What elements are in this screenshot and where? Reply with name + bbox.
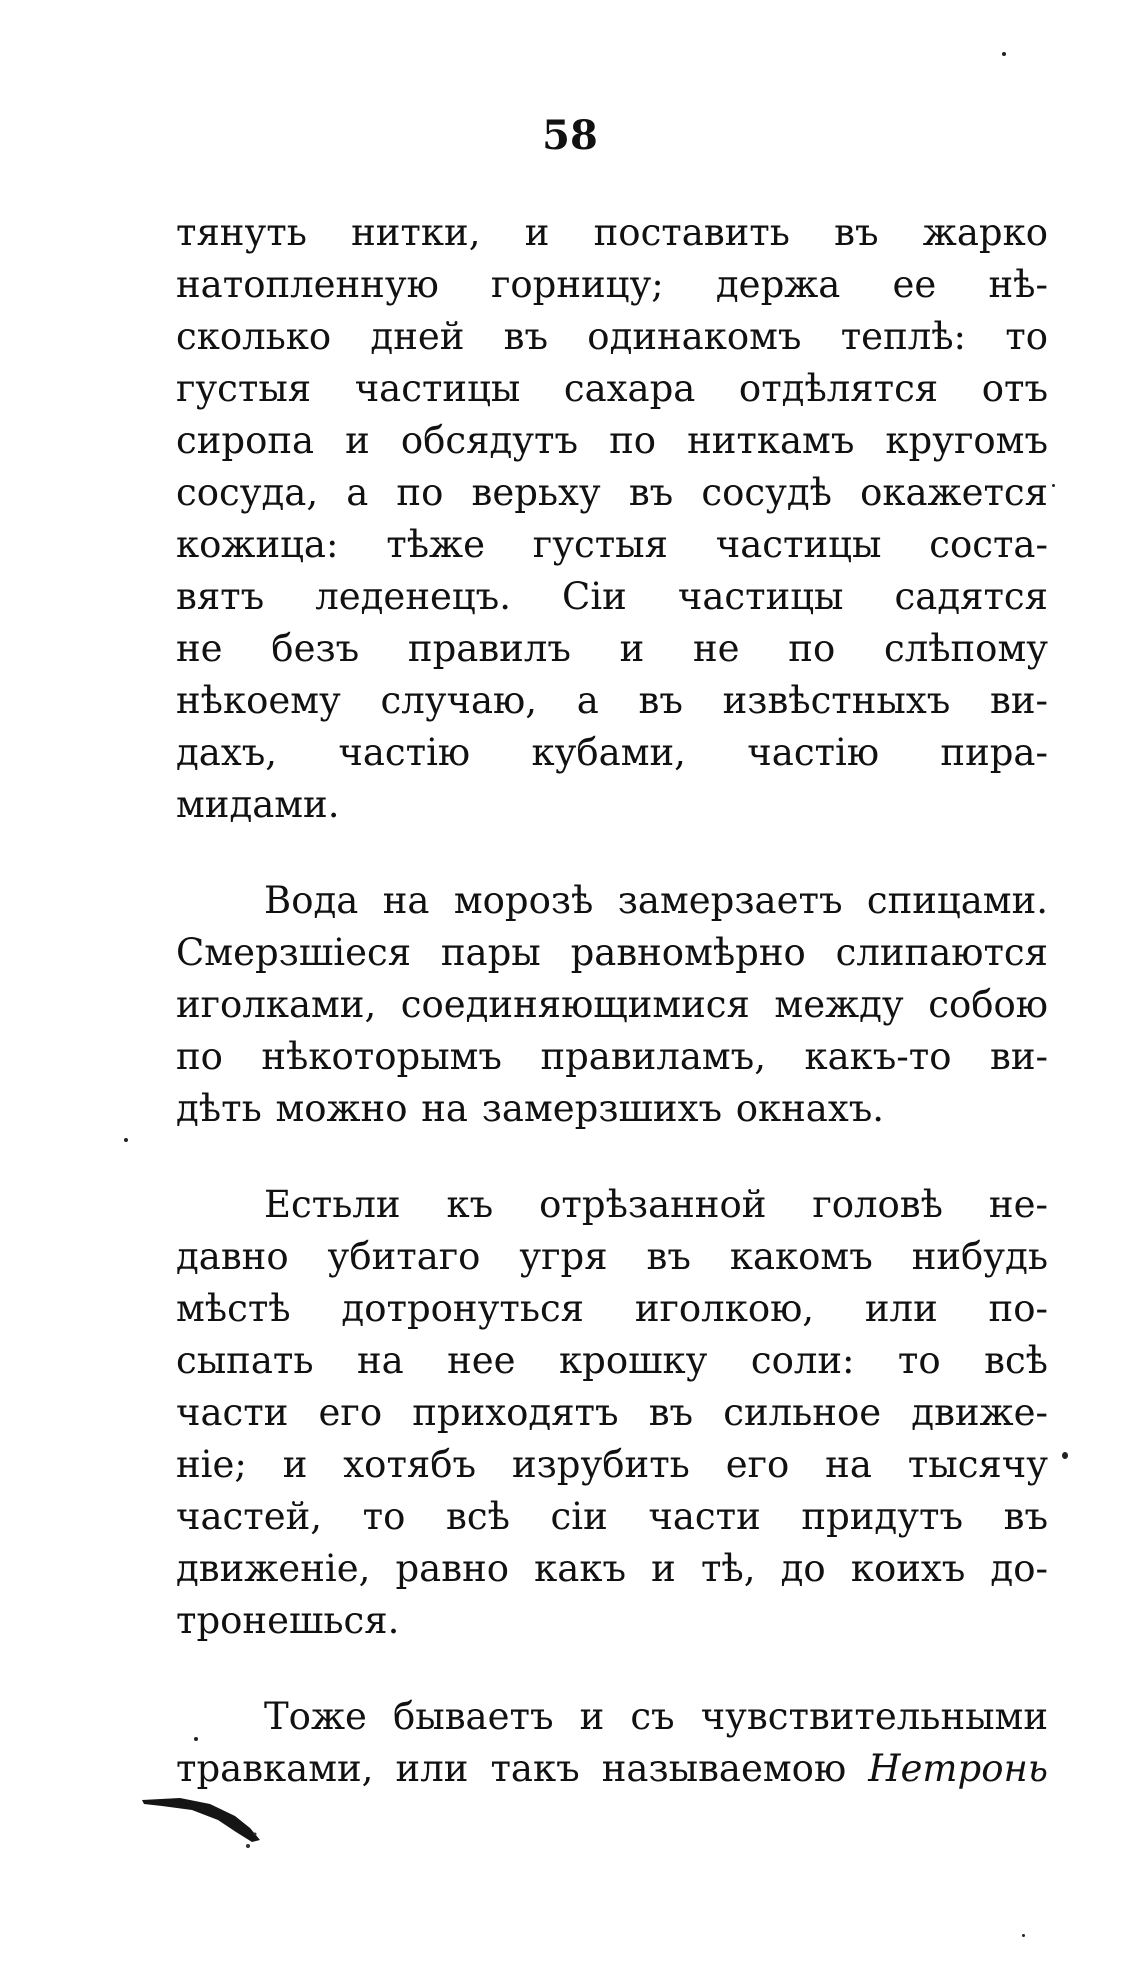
text-line: натопленную горницу; держа ее нѣ- [176, 263, 1048, 306]
text-line: нѣкоему случаю, а въ извѣстныхъ ви- [176, 679, 1048, 722]
text-line [176, 1743, 1048, 1795]
text-line: густыя частицы сахара отдѣлятся отъ [176, 367, 1048, 410]
paragraph-1 [176, 207, 1048, 831]
text-line: сиропа и обсядутъ по ниткамъ кругомъ [176, 419, 1048, 462]
text-line: тронешься. [176, 1599, 400, 1642]
text-line: вятъ леденецъ. Сіи частицы садятся [176, 575, 1048, 618]
text-line: сколько дней въ одинакомъ теплѣ: то [176, 315, 1048, 358]
page-number: 58 [542, 112, 598, 159]
ink-smudge-mark [140, 1790, 270, 1850]
text-line: частей, то всѣ сіи части придутъ въ [176, 1495, 1048, 1538]
text-line: не безъ правилъ и не по слѣпому [176, 627, 1048, 670]
italic-word: Нетронь [868, 1747, 1048, 1790]
text-line: Смерзшіеся пары равномѣрно слипаются [176, 931, 1048, 974]
text-line: мѣстѣ дотронуться иголкою, или по- [176, 1287, 1048, 1330]
text-line: иголками, соединяющимися между собою [176, 983, 1048, 1026]
text-line: Вода на морозѣ замерзаетъ спицами. [264, 879, 1048, 922]
text-line: части его приходятъ въ сильное движе- [176, 1391, 1048, 1434]
paper-speck [1062, 1452, 1068, 1459]
text-line: Естьли къ отрѣзанной головѣ не- [264, 1183, 1048, 1226]
paper-speck [1002, 52, 1006, 56]
paper-speck [194, 1737, 198, 1741]
paper-speck [124, 1138, 128, 1142]
text-line: по нѣкоторымъ правиламъ, какъ-то ви- [176, 1035, 1048, 1078]
paper-speck [1022, 1934, 1025, 1937]
text-line-prefix: травками, или такъ называемою [176, 1747, 847, 1790]
text-line: дѣть можно на замерзшихъ окнахъ. [176, 1087, 885, 1130]
paragraph-2 [176, 875, 1048, 1135]
paragraph-3 [176, 1179, 1048, 1647]
text-line: кожица: тѣже густыя частицы соста- [176, 523, 1048, 566]
text-line: тянуть нитки, и поставить въ жарко [176, 211, 1048, 254]
text-line: ніе; и хотябъ изрубить его на тысячу [176, 1443, 1048, 1486]
text-line: Тоже бываетъ и съ чувствительными [264, 1695, 1048, 1738]
text-line: движеніе, равно какъ и тѣ, до коихъ до- [176, 1547, 1048, 1590]
text-line: сосуда, а по верьху въ сосудѣ окажется [176, 471, 1048, 514]
body-text [176, 207, 1048, 1843]
text-line: дахъ, частію кубами, частію пира- [176, 731, 1048, 774]
text-line: давно убитаго угря въ какомъ нибудь [176, 1235, 1048, 1278]
text-line: сыпать на нее крошку соли: то всѣ [176, 1339, 1048, 1382]
paragraph-4 [176, 1691, 1048, 1795]
paper-speck [1052, 484, 1055, 487]
text-line: мидами. [176, 783, 340, 826]
